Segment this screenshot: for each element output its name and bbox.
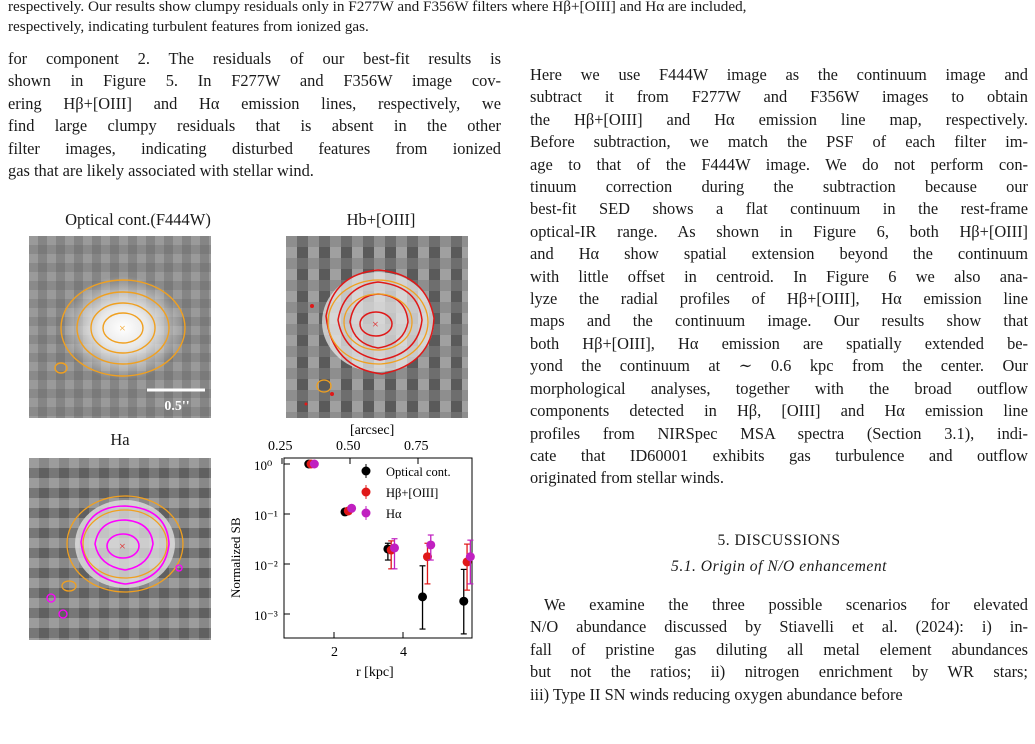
scalebar-label: 0.5'' [164, 399, 190, 414]
x-axis-label: r [kpc] [356, 665, 394, 680]
text-line: morphological analyses, together with the broad outflow [530, 378, 1028, 398]
right-column-text [530, 64, 1028, 490]
text-line: components detected in Hβ, [OIII] and Hα emission line [530, 401, 1028, 421]
hb-oiii-image [286, 236, 468, 418]
text-line: optical-IR range. As shown in Figure 6, both Hβ+[OIII] [530, 221, 1028, 241]
left-text-line: filter images, indicating disturbed features from ionized [8, 138, 501, 158]
text-line: and Hα show spatial extension beyond the continuum [530, 244, 1028, 264]
text-line: Here we use F444W image as the continuum image and [530, 65, 1028, 84]
text-line: yond the continuum at ∼ 0.6 kpc from the center. Our [530, 356, 1028, 376]
y-tick-label: 10⁻³ [254, 608, 278, 623]
y-tick-label: 10⁰ [254, 458, 273, 473]
svg-text:×: × [119, 539, 126, 553]
text-line: the Hβ+[OIII] and Hα emission line map, respectively. [530, 109, 1028, 129]
figure-caption-line-2: respectively, indicating turbulent features from ionized gas. [8, 18, 369, 35]
text-line: maps and the continuum image. Our results show that [530, 311, 1028, 331]
legend-label: Hβ+[OIII] [386, 486, 439, 500]
panel-title-optical: Optical cont.(F444W) [65, 210, 211, 229]
figure-caption-line-1: respectively. Our results show clumpy residuals only in F277W and F356W filters where Hβ+[OIII] and Hα are included, [8, 0, 747, 15]
left-text-line: for component 2. The residuals of our best-fit results is [8, 49, 501, 68]
text-line: age to that of the F444W image. We do not perform con- [530, 154, 1028, 174]
left-text-line: ering Hβ+[OIII] and Hα emission lines, respectively, we [8, 93, 501, 113]
top-tick-label: 0.25 [268, 439, 293, 454]
legend-label: Optical cont. [386, 465, 451, 479]
data-point [459, 597, 468, 606]
text-line: iii) Type II SN winds reducing oxygen abundance before [530, 684, 903, 704]
text-line: but not the ratios; ii) nitrogen enrichment by WR stars; [530, 662, 1028, 682]
ha-image [29, 458, 211, 640]
right-column-text-2 [530, 594, 1028, 706]
svg-text:×: × [119, 321, 126, 335]
text-line: We examine the three possible scenarios for elevated [544, 595, 1028, 614]
legend-label: Hα [386, 507, 402, 521]
text-line: lyze the radial profiles of Hβ+[OIII], Hα emission line [530, 289, 1028, 309]
text-line: subtract it from F277W and F356W images to obtain [530, 87, 1028, 107]
left-text-line: shown in Figure 5. In F277W and F356W image cov- [8, 71, 501, 91]
x-tick-label: 4 [400, 645, 407, 660]
data-point [390, 543, 399, 552]
data-point [426, 540, 435, 549]
text-line: cate that ID60001 exhibits gas turbulence and outflow [530, 445, 1028, 465]
svg-text:×: × [372, 317, 379, 331]
subsection-heading: 5.1. Origin of N/O enhancement [671, 558, 887, 575]
right-paragraph-2 [530, 594, 1028, 706]
text-line: Before subtraction, we match the PSF of each filter im- [530, 132, 1028, 152]
radial-profile-plot [226, 420, 510, 682]
text-line: both Hβ+[OIII], Hα emission are spatially extended be- [530, 333, 1028, 353]
text-line: fall of pristine gas diluting all metal element abundances [530, 639, 1028, 659]
section-heading: 5. DISCUSSIONS [717, 532, 841, 549]
panel-title-ha: Ha [110, 430, 130, 449]
top-tick-label: 0.50 [336, 439, 361, 454]
y-tick-label: 10⁻¹ [254, 508, 278, 523]
left-text-line: find large clumpy residuals that is absent in the other [8, 116, 501, 136]
text-line: with little offset in centroid. In Figure 6 we also ana- [530, 266, 1028, 286]
text-line: best-fit SED shows a flat continuum in the rest-frame [530, 199, 1028, 219]
legend [362, 464, 451, 521]
top-axis-label: [arcsec] [350, 423, 395, 438]
data-point [466, 552, 475, 561]
data-point [310, 460, 319, 469]
y-axis-label: Normalized SB [228, 517, 243, 598]
text-line: profiles from NIRSpec MSA spectra (Section 3.1), indi- [530, 423, 1028, 443]
right-paragraph-1 [530, 64, 1028, 490]
left-text-line: gas that are likely associated with stellar wind. [8, 161, 314, 181]
top-tick-label: 0.75 [404, 439, 429, 454]
text-line: originated from stellar winds. [530, 468, 724, 488]
data-point [347, 504, 356, 513]
y-tick-label: 10⁻² [254, 558, 278, 573]
x-tick-label: 2 [331, 645, 338, 660]
data-point [418, 592, 427, 601]
optical-continuum-image [29, 236, 211, 418]
text-line: tinuum correction during the subtraction because our [530, 177, 1028, 197]
panel-title-hb: Hb+[OIII] [346, 210, 416, 229]
plot-frame [284, 458, 472, 638]
text-line: N/O abundance discussed by Stiavelli et al. (2024): i) in- [530, 617, 1028, 637]
